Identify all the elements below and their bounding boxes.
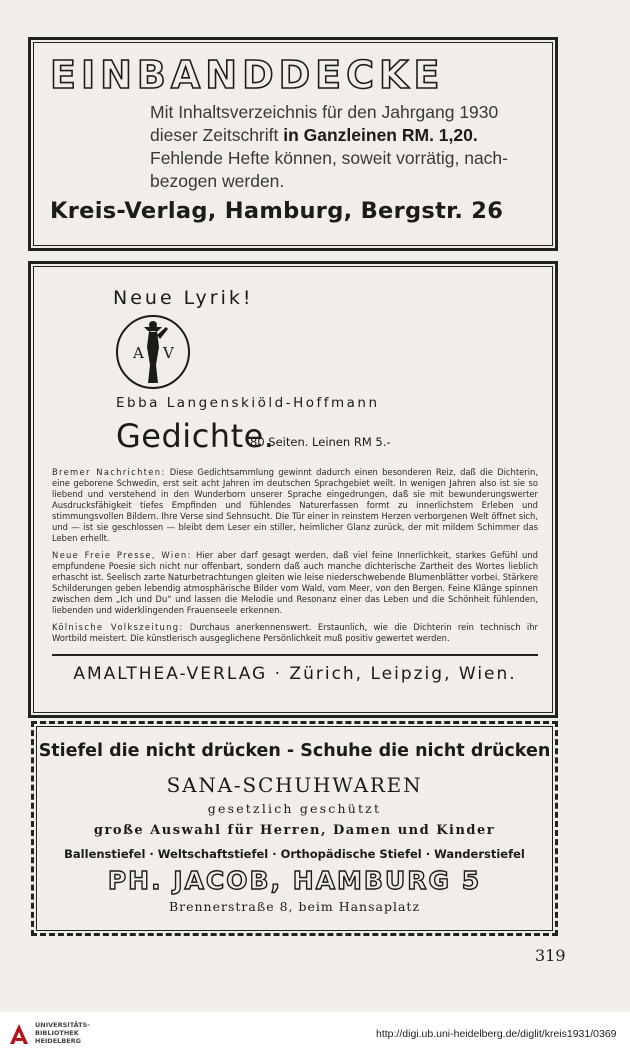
review-text: Diese Gedichtsammlung gewinnt dadurch einen besonderen Reiz, daß die Dichterin, eine geborene Schwedin, erst seit acht Jahren im deutschen Sprachgebiet weilt. In wenigen Jahren also ist sie so liebend und verstehend in den Wunderborn unserer Sprache eingedrungen, daß sie mit bewunderungswerter Ausdrucksfähigkeit tiefes Empfinden und fühlendes Naturerfassen formt zu innerlichstem Erleben und stimmungsvollen Bildern. Ihre Verse sind Sehnsucht. Die Tür einer in reinstem Herzen verborgenen Welt öffnet sich, und — ist sie geschlossen — bleibt dem Leser ein stiller, heimlicher Glanz zurück, der mit mildem Schimmer das Leben erhellt. (52, 467, 538, 543)
library-name-line: UNIVERSITÄTS- (35, 1021, 90, 1029)
ad-body-line: Fehlende Hefte können, soweit vorrätig, nach- (150, 148, 508, 168)
divider (52, 654, 538, 656)
review-paragraph (52, 622, 538, 644)
ad-body-text: dieser Zeitschrift (150, 125, 284, 145)
ad-body-line: Mit Inhaltsverzeichnis für den Jahrgang 1930 (150, 102, 499, 122)
ad-body-line (150, 124, 542, 147)
library-name-line: HEIDELBERG (35, 1037, 82, 1045)
selection-note: große Auswahl für Herren, Damen und Kinder (93, 823, 496, 838)
shoe-brand: SANA-SCHUHWAREN (166, 773, 423, 797)
ad-body-line: bezogen werden. (150, 171, 285, 191)
einbanddecke-ad (33, 42, 553, 246)
ad-publisher: Kreis-Verlag, Hamburg, Bergstr. 26 (50, 198, 504, 224)
book-author: Ebba Langenskiöld-Hoffmann (116, 395, 380, 411)
review-text: Hier aber darf gesagt werden, daß viel feine Innerlichkeit, starkes Gefühl und empfundene Poesie sich nicht nur offenbart, sondern daß auch manche dichterische Zartheit des Wortes lieblich erhascht ist. Seelisch zarte Naturbetrachtungen gleiten wie leise niederschwebende Blumenblätter vorbei. Stärkere Schilderungen geben lebendig atmosphärische Bilder vom Wald, vom Meer, von den Bergen. Feine Klänge spinnen zwischen dem „Ich und Du“ und lassen die Melodie und Resonanz einer das Leben und die Schönheit fühlenden, liebenden und widerklingenden Frauenseele erkennen. (52, 550, 538, 615)
lyrik-ad (33, 266, 553, 713)
library-name-line: BIBLIOTHEK (35, 1029, 79, 1037)
publisher-line: AMALTHEA-VERLAG · Zürich, Leipzig, Wien. (73, 664, 517, 684)
shop-address: Brennerstraße 8, beim Hansaplatz (168, 899, 421, 914)
shoe-slogan: Stiefel die nicht drücken - Schuhe die nicht drücken (38, 741, 551, 761)
book-title: Gedichte. (116, 417, 275, 455)
boot-types: Ballenstiefel · Weltschaftstiefel · Orthopädische Stiefel · Wanderstiefel (64, 847, 525, 861)
review-paragraph (52, 467, 538, 544)
shop-name: PH. JACOB, HAMBURG 5 (107, 866, 482, 895)
logo-letter-v: V (163, 344, 174, 362)
library-name (35, 1021, 90, 1045)
amalthea-logo-icon (114, 313, 192, 391)
ad-headline: EINBANDDECKE (50, 53, 445, 97)
review-source: Kölnische Volkszeitung: (52, 622, 184, 632)
lyrik-heading: Neue Lyrik! (113, 287, 254, 309)
press-reviews (52, 467, 538, 650)
logo-letter-a: A (133, 344, 144, 362)
ad-body (150, 101, 542, 193)
library-footer (0, 1012, 630, 1056)
page-number: 319 (535, 946, 566, 965)
sana-shoes-ad (36, 726, 553, 931)
book-info: 80 Seiten. Leinen RM 5.- (250, 435, 391, 449)
trademark-note: gesetzlich geschützt (207, 801, 382, 816)
ad-price: in Ganzleinen RM. 1,20. (283, 125, 478, 145)
review-source: Neue Freie Presse, Wien: (52, 550, 192, 560)
library-logo-icon (8, 1022, 30, 1046)
review-source: Bremer Nachrichten: (52, 467, 166, 477)
review-paragraph (52, 550, 538, 616)
source-url-link[interactable]: http://digi.ub.uni-heidelberg.de/diglit/kreis1931/0369 (376, 1028, 617, 1040)
review-text: Durchaus anerkennenswert. Erstaunlich, wie die Dichterin rein technisch ihr Wortbild meistert. Die künstlerisch ausgeglichene Persönlichkeit muß positiv gewertet werden. (52, 622, 538, 643)
